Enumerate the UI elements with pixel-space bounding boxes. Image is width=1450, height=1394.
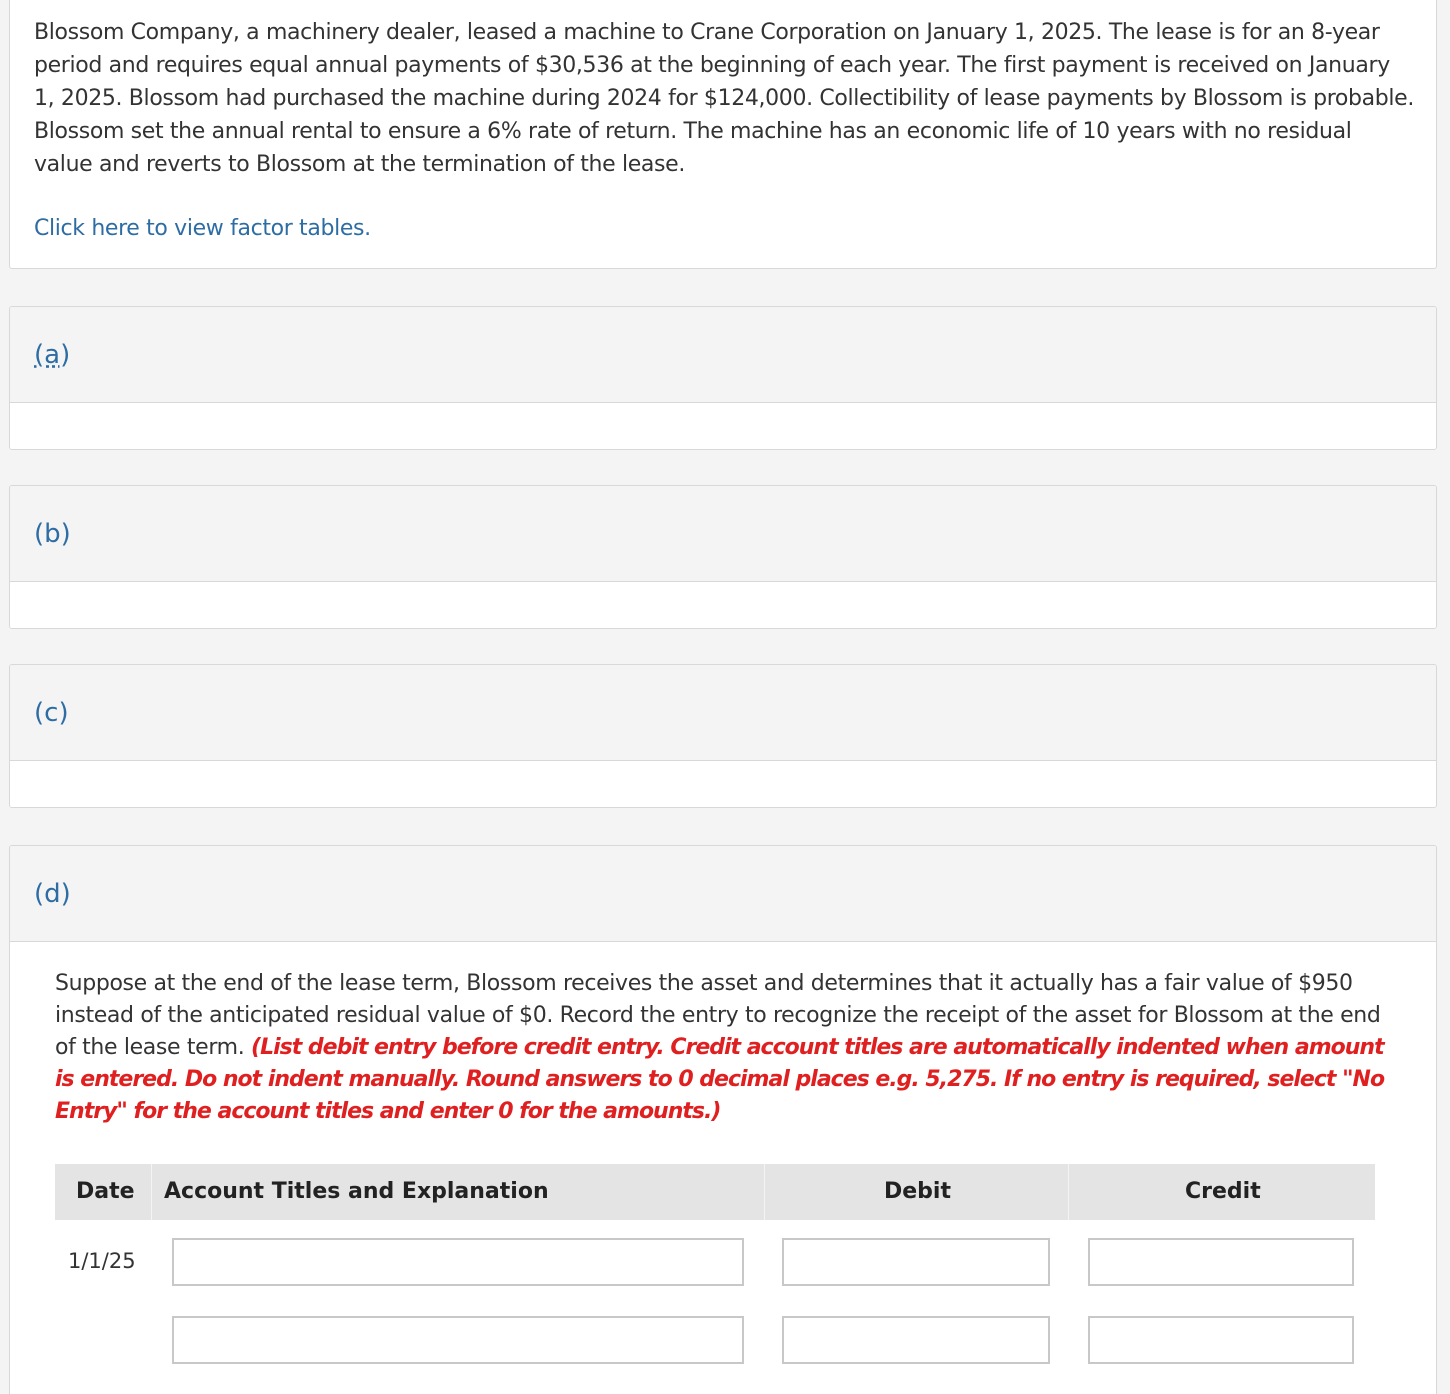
part-d-label[interactable]: (d): [34, 879, 71, 909]
part-a-header[interactable]: [10, 307, 1436, 403]
factor-tables-link[interactable]: Click here to view factor tables.: [34, 216, 371, 241]
journal-header-row: [55, 1164, 1375, 1220]
part-c-header[interactable]: [10, 665, 1436, 761]
problem-statement: Blossom Company, a machinery dealer, leased a machine to Crane Corporation on January 1, 2025. The lease is for an 8-year period and requires equal annual payments of $30,536 at the beginning of each year. The first payment is received on January 1, 2025. Blossom had purchased the machine during 2024 for $124,000. Collectibility of lease payments by Blossom is probable. Blossom set the annual rental to ensure a 6% rate of return. The machine has an economic life of 10 years with no residual value and reverts to Blossom at the termination of the lease.: [34, 20, 1414, 177]
journal-row: [55, 1238, 1375, 1286]
problem-card: [9, 0, 1437, 269]
part-d-body: [10, 942, 1436, 1394]
journal-row-date: 1/1/25: [68, 1249, 136, 1273]
part-a-label[interactable]: (a): [34, 340, 71, 370]
journal-row: [55, 1316, 1375, 1364]
part-a-panel: [9, 306, 1437, 450]
part-b-panel: [9, 485, 1437, 629]
debit-column-header: Debit: [884, 1179, 951, 1204]
debit-amount-input[interactable]: [782, 1238, 1050, 1286]
account-title-input[interactable]: [172, 1316, 744, 1364]
account-title-input[interactable]: [172, 1238, 744, 1286]
part-d-panel: [9, 845, 1437, 1394]
part-d-instructions: (List debit entry before credit entry. Credit account titles are automatically indented when amount is entered. Do not indent manually. Round answers to 0 decimal places e.g. 5,275. If no entry is required, select "No Entry" for the account titles and enter 0 for the amounts.): [55, 1035, 1385, 1124]
credit-amount-input[interactable]: [1088, 1238, 1354, 1286]
part-b-label[interactable]: (b): [34, 519, 71, 549]
credit-amount-input[interactable]: [1088, 1316, 1354, 1364]
credit-column-header: Credit: [1185, 1179, 1261, 1204]
part-a-body: [10, 403, 1436, 449]
date-column-header: Date: [76, 1179, 135, 1204]
part-b-body: [10, 582, 1436, 628]
debit-amount-input[interactable]: [782, 1316, 1050, 1364]
part-c-body: [10, 761, 1436, 807]
part-d-question: [55, 968, 1405, 1128]
journal-entry-table: [55, 1164, 1375, 1273]
part-c-panel: [9, 664, 1437, 808]
part-d-question-text: Suppose at the end of the lease term, Blossom receives the asset and determines that it actually has a fair value of $950 instead of the anticipated residual value of $0. Record the entry to recognize the receipt of the asset for Blossom at the end of the lease term.: [55, 971, 1381, 1060]
part-c-label[interactable]: (c): [34, 698, 69, 728]
part-b-header[interactable]: [10, 486, 1436, 582]
account-column-header: Account Titles and Explanation: [164, 1179, 549, 1204]
part-d-header[interactable]: [10, 846, 1436, 942]
